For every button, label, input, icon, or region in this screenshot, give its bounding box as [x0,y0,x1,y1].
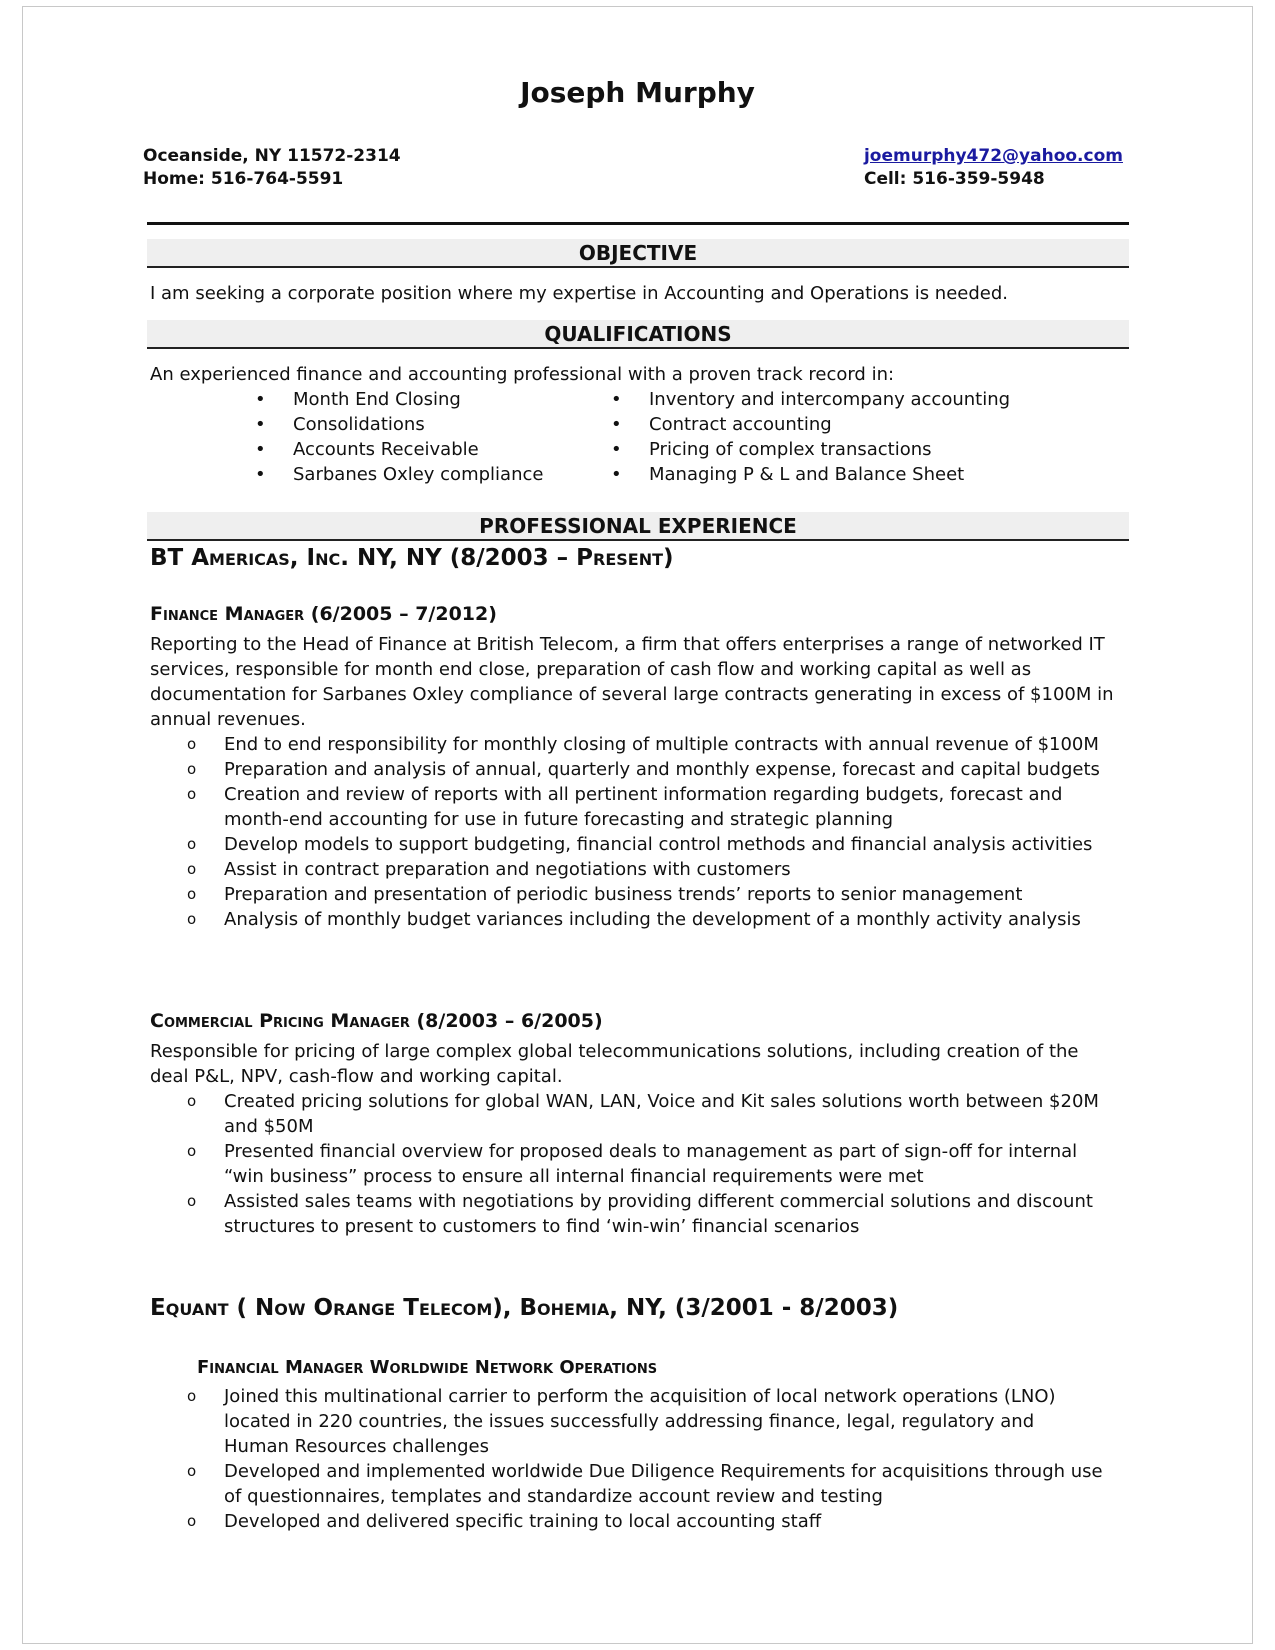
finance-manager-bullets [0,732,1275,932]
list-item: o Preparation and analysis of annual, quarterly and monthly expense, forecast and capital budgets [187,759,1100,780]
company-bt-americas: BT Americas, Inc. NY, NY (8/2003 – Present) [150,545,674,571]
list-item: • Accounts Receivable [255,437,543,462]
list-item: o Joined this multinational carrier to perform the acquisition of local network operations (LNO) located in 220 countries, the issues successfully addressing finance, legal, regulatory and Human Resources challenges [187,1386,1056,1457]
contact-left [143,145,401,191]
list-item: o Analysis of monthly budget variances including the development of a monthly activity analysis [187,909,1081,930]
objective-text: I am seeking a corporate position where my expertise in Accounting and Operations is needed. [150,283,1009,304]
list-item: o Developed and delivered specific training to local accounting staff [187,1511,822,1532]
list-item: • Contract accounting [611,412,1010,437]
role-commercial-pricing-summary: Responsible for pricing of large complex global telecommunications solutions, including creation of the deal P&L, NPV, cash-flow and working capital. [150,1041,1079,1087]
list-item: o Presented financial overview for proposed deals to management as part of sign-off for internal “win business” process to ensure all internal financial requirements were met [187,1141,1078,1187]
worldwide-operations-bullets [0,1384,1275,1534]
address: Oceanside, NY 11572-2314 [143,146,401,166]
qualifications-left-list [255,387,543,487]
list-item: o Assisted sales teams with negotiations by providing different commercial solutions and discount structures to present to customers to find ‘win-win’ financial scenarios [187,1191,1093,1237]
list-item: • Sarbanes Oxley compliance [255,462,543,487]
list-item: o Creation and review of reports with all pertinent information regarding budgets, forecast and month-end accounting for use in future forecasting and strategic planning [187,784,1063,830]
commercial-pricing-bullets [0,1089,1275,1239]
email-link[interactable]: joemurphy472@yahoo.com [863,146,1123,166]
header-divider [147,222,1129,225]
role-financial-manager-worldwide: Financial Manager Worldwide Network Operations [197,1357,658,1378]
list-item: • Managing P & L and Balance Sheet [611,462,1010,487]
list-item: o Develop models to support budgeting, financial control methods and financial analysis activities [187,834,1093,855]
role-finance-manager: Finance Manager (6/2005 – 7/2012) [150,603,497,625]
role-commercial-pricing-manager: Commercial Pricing Manager (8/2003 – 6/2005) [150,1010,603,1032]
list-item: o Preparation and presentation of periodic business trends’ reports to senior management [187,884,1023,905]
cell-phone: Cell: 516-359-5948 [863,169,1045,189]
qualifications-right-list [611,387,1010,487]
list-item: • Pricing of complex transactions [611,437,1010,462]
list-item: o End to end responsibility for monthly closing of multiple contracts with annual revenue of $100M [187,734,1099,755]
section-objective: OBJECTIVE [147,239,1129,268]
list-item: o Assist in contract preparation and negotiations with customers [187,859,791,880]
qualifications-intro: An experienced finance and accounting professional with a proven track record in: [150,364,895,385]
section-professional-experience: PROFESSIONAL EXPERIENCE [147,512,1129,541]
list-item: o Created pricing solutions for global WAN, LAN, Voice and Kit sales solutions worth between $20M and $50M [187,1091,1099,1137]
company-equant: Equant ( Now Orange Telecom), Bohemia, NY, (3/2001 - 8/2003) [150,1295,899,1321]
list-item: • Month End Closing [255,387,543,412]
section-qualifications: QUALIFICATIONS [147,320,1129,349]
list-item: • Consolidations [255,412,543,437]
list-item: • Inventory and intercompany accounting [611,387,1010,412]
contact-right [864,145,1123,191]
resume-name: Joseph Murphy [520,76,755,109]
role-finance-manager-summary: Reporting to the Head of Finance at British Telecom, a firm that offers enterprises a range of networked IT services, responsible for month end close, preparation of cash flow and working capital as well as documentation for Sarbanes Oxley compliance of several large contracts generating in excess of $100M in annual revenues. [150,634,1114,730]
home-phone: Home: 516-764-5591 [143,169,344,189]
list-item: o Developed and implemented worldwide Due Diligence Requirements for acquisitions through use of questionnaires, templates and standardize account review and testing [187,1461,1103,1507]
